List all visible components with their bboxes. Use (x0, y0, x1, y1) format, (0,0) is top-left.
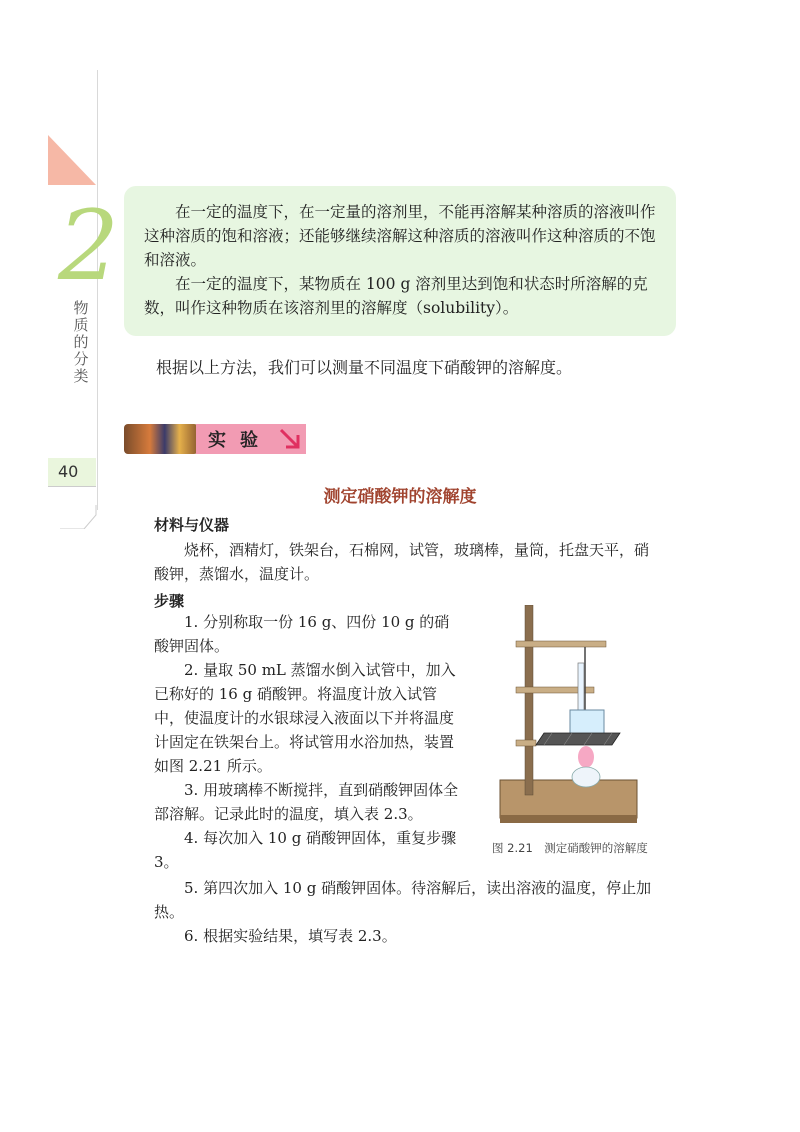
materials-heading: 材料与仪器 (154, 516, 230, 534)
apparatus-figure (492, 605, 642, 830)
step-1: 1. 分别称取一份 16 g、四份 10 g 的硝酸钾固体。 (154, 613, 450, 655)
steps-list-wide (154, 876, 654, 948)
chapter-title: 物质的分类 (73, 299, 89, 385)
arrow-down-right-icon (277, 426, 303, 452)
definition-saturated: 在一定的温度下，在一定量的溶剂里，不能再溶解某种溶质的溶液叫作这种溶质的饱和溶液；还能够继续溶解这种溶质的溶液叫作这种溶质的不饱和溶液。 (144, 203, 656, 269)
step-5: 5. 第四次加入 10 g 硝酸钾固体。待溶解后，读出溶液的温度，停止加热。 (154, 879, 652, 921)
chapter-corner-triangle (48, 135, 96, 185)
step-3: 3. 用玻璃棒不断搅拌，直到硝酸钾固体全部溶解。记录此时的温度，填入表 2.3。 (154, 781, 459, 823)
page-number: 40 (58, 462, 79, 481)
materials-text (154, 538, 652, 586)
step-2: 2. 量取 50 mL 蒸馏水倒入试管中，加入已称好的 16 g 硝酸钾。将温度计放入试管中，使温度计的水银球浸入液面以下并将温度计固定在铁架台上。将试管用水浴加热，装置如图 2.21 所示。 (154, 661, 456, 775)
experiment-banner-photo (124, 424, 198, 454)
definition-solubility: 在一定的温度下，某物质在 100 g 溶剂里达到饱和状态时所溶解的克数，叫作这种物质在该溶剂里的溶解度（solubility）。 (144, 275, 648, 317)
experiment-banner-label: 实验 (208, 430, 272, 451)
steps-list-narrow (154, 610, 464, 874)
materials-list: 烧杯，酒精灯，铁架台，石棉网，试管，玻璃棒，量筒，托盘天平，硝酸钾，蒸馏水，温度计。 (154, 541, 650, 583)
margin-corner-line (60, 505, 100, 529)
figure-caption: 图 2.21 测定硝酸钾的溶解度 (492, 841, 648, 855)
experiment-title: 测定硝酸钾的溶解度 (323, 487, 477, 507)
chapter-number: 2 (58, 190, 120, 302)
definition-text (144, 200, 664, 320)
steps-heading: 步骤 (154, 592, 185, 610)
step-4: 4. 每次加入 10 g 硝酸钾固体，重复步骤 3。 (154, 829, 457, 871)
step-6: 6. 根据实验结果，填写表 2.3。 (184, 927, 397, 945)
intro-paragraph: 根据以上方法，我们可以测量不同温度下硝酸钾的溶解度。 (156, 358, 573, 377)
